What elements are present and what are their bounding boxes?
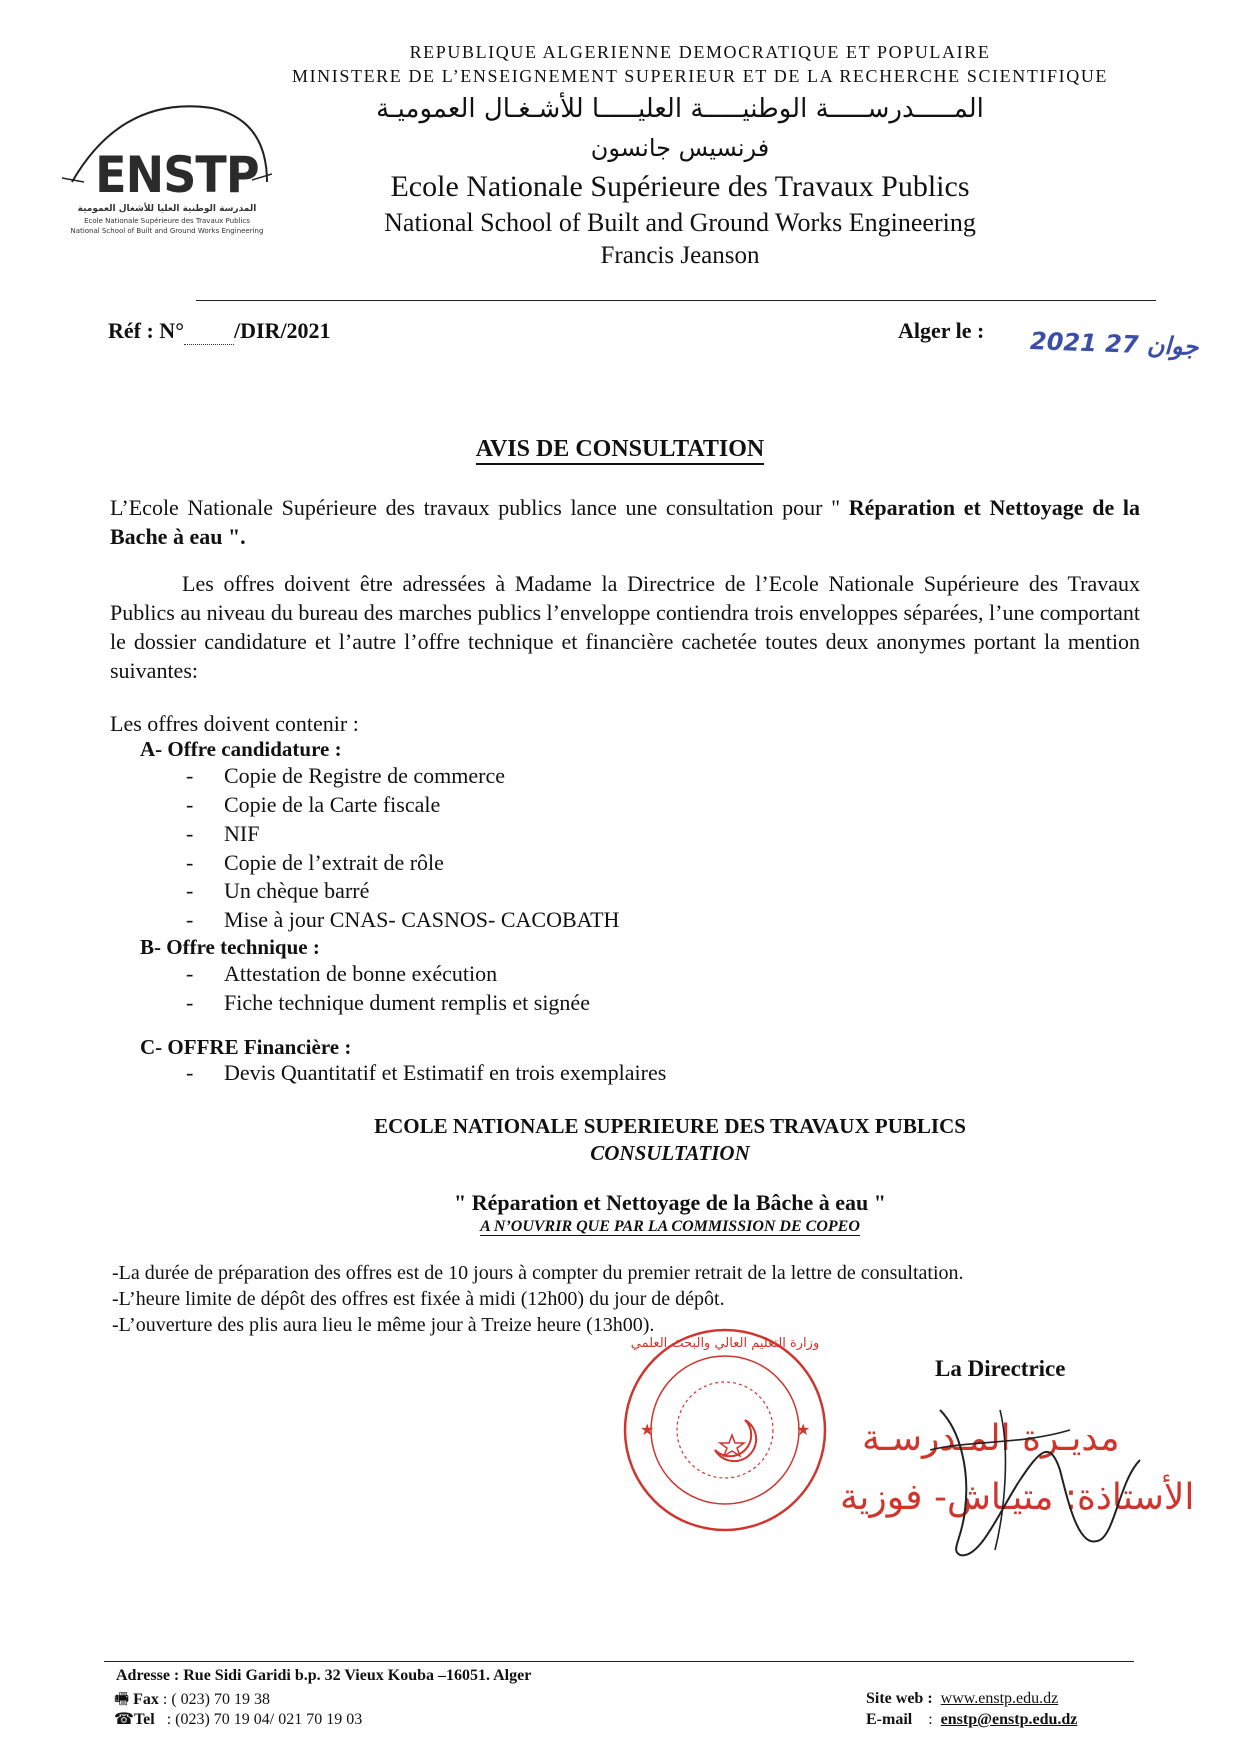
list-item: - Attestation de bonne exécution	[186, 961, 498, 986]
list-item: - Fiche technique dument remplis et signée	[186, 990, 590, 1015]
note-duration: -La durée de préparation des offres est de 10 jours à compter du premier retrait de la lettre de consultation.	[112, 1262, 964, 1284]
intro-text: L’Ecole Nationale Supérieure des travaux publics lance une consultation pour "	[110, 495, 841, 520]
header-arabic-sub: فرنسيس جانسون	[590, 134, 770, 162]
instructions-paragraph: Les offres doivent être adressées à Madame la Directrice de l’Ecole Nationale Supérieure des Travaux Publics au niveau du bureau des marches publics l’enveloppe contiendra trois enveloppes séparées, l’une comportant le dossier candidature et l’autre l’offre technique et financière cachetée toutes deux anonymes portant la mention suivantes:	[110, 571, 1140, 683]
footer-tel: ☎Tel : (023) 70 19 04/ 021 70 19 03	[114, 1711, 363, 1728]
phone-icon: ☎	[114, 1711, 134, 1728]
svg-text:★: ★	[796, 1420, 811, 1439]
intro-subject: Réparation et Nettoyage de la Bache à eau ".	[110, 495, 1141, 549]
ref-label: Réf : N°	[108, 318, 184, 343]
signatory-title: La Directrice	[935, 1356, 1066, 1381]
signatory-name-arabic: الأستاذة: متيـاش- فوزية	[840, 1477, 1195, 1518]
section-b-heading: B- Offre technique :	[140, 935, 320, 959]
header-arabic-name: المـــــدرســـــة الوطنيـــــة العليـــــا للأشـغـال العموميـة	[376, 94, 984, 124]
official-stamp	[620, 1325, 830, 1535]
envelope-subject: " Réparation et Nettoyage de la Bâche à eau "	[454, 1190, 886, 1215]
envelope-consultation: CONSULTATION	[590, 1141, 750, 1165]
footer-fax: 🖷 Fax : ( 023) 70 19 38	[114, 1691, 270, 1708]
logo-wordmark: ENSTP	[95, 146, 259, 204]
header-ministry: MINISTERE DE L’ENSEIGNEMENT SUPERIEUR ET DE LA RECHERCHE SCIENTIFIQUE	[291, 66, 1109, 86]
envelope-mention: A N’OUVRIR QUE PAR LA COMMISSION DE COPEO	[480, 1218, 860, 1235]
note-opening: -L’ouverture des plis aura lieu le même jour à Treize heure (13h00).	[112, 1314, 655, 1336]
note-deadline: -L’heure limite de dépôt des offres est fixée à midi (12h00) du jour de dépôt.	[112, 1288, 725, 1310]
list-item: - Copie de l’extrait de rôle	[186, 850, 444, 875]
header-school-fr: Ecole Nationale Supérieure des Travaux Publics	[390, 170, 970, 203]
list-item: - Copie de la Carte fiscale	[186, 792, 441, 817]
list-item: - Mise à jour CNAS- CASNOS- CACOBATH	[186, 907, 620, 932]
page-title: AVIS DE CONSULTATION	[0, 436, 1240, 463]
reference-number	[108, 318, 331, 345]
contents-lead: Les offres doivent contenir :	[110, 711, 359, 736]
footer-address: Adresse : Rue Sidi Garidi b.p. 32 Vieux Kouba –16051. Alger	[116, 1667, 532, 1684]
logo-en: National School of Built and Ground Works Engineering	[70, 227, 264, 235]
logo-arabic: المدرسة الوطنية العليا للأشغال العمومية	[77, 204, 257, 214]
header-school-en: National School of Built and Ground Works Engineering	[384, 208, 976, 237]
school-logo	[62, 100, 272, 260]
footer-divider	[104, 1661, 1134, 1662]
handwritten-signature	[900, 1390, 1160, 1570]
header-republic: REPUBLIQUE ALGERIENNE DEMOCRATIQUE ET POPULAIRE	[409, 42, 991, 62]
list-item: - Devis Quantitatif et Estimatif en trois exemplaires	[186, 1060, 667, 1085]
footer-site: Site web : www.enstp.edu.dz	[866, 1690, 1059, 1707]
email-link[interactable]: enstp@enstp.edu.dz	[940, 1711, 1078, 1728]
site-link[interactable]: www.enstp.edu.dz	[940, 1690, 1059, 1707]
stamp-text: وزارة التعليم العالي والبحث العلمي	[630, 1336, 820, 1351]
intro-paragraph	[110, 493, 1140, 551]
list-item: - NIF	[186, 821, 260, 846]
logo-fr: Ecole Nationale Supérieure des Travaux Publics	[84, 217, 250, 225]
alger-date-label: Alger le :	[898, 318, 985, 343]
fax-icon: 🖷	[114, 1691, 130, 1708]
handwritten-date: 2021 جوان 27	[1029, 327, 1199, 361]
section-a-heading: A- Offre candidature :	[140, 737, 342, 761]
list-item: - Copie de Registre de commerce	[186, 763, 506, 788]
signatory-role-arabic: مديـرة المـدرسـة	[862, 1418, 1120, 1459]
header-divider	[196, 300, 1156, 301]
envelope-school: ECOLE NATIONALE SUPERIEURE DES TRAVAUX PUBLICS	[374, 1114, 966, 1138]
list-item: - Un chèque barré	[186, 878, 370, 903]
header-school-sub: Francis Jeanson	[600, 242, 760, 269]
ref-number-blank	[184, 318, 234, 345]
svg-text:★: ★	[640, 1420, 655, 1439]
section-c-heading: C- OFFRE Financière :	[140, 1035, 352, 1059]
ref-suffix: /DIR/2021	[234, 318, 331, 343]
footer-email: E-mail : enstp@enstp.edu.dz	[866, 1711, 1078, 1728]
